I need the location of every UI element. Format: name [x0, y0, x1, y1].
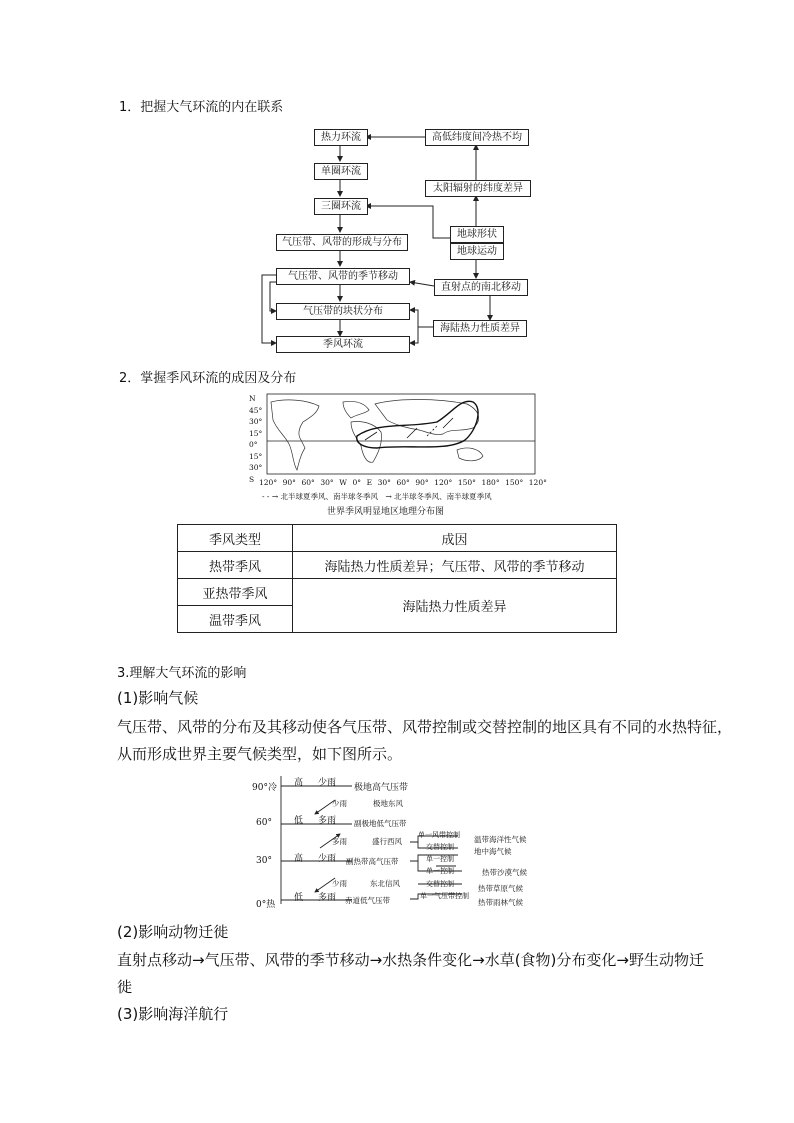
table-cell: 海陆热力性质差异	[293, 579, 617, 633]
sub-heading-climate: (1)影响气候	[117, 689, 199, 707]
node-high-low-latitude: 高低纬度间冷热不均	[425, 129, 529, 146]
section1-title: 1．把握大气环流的内在联系	[119, 100, 284, 115]
node-formation: 气压带、风带的形成与分布	[276, 234, 408, 251]
control-label: 单一气压带控制	[420, 892, 469, 900]
lat-label: 30°	[249, 463, 263, 472]
lat-label: 0°	[249, 440, 258, 449]
rain-much: 多雨	[318, 816, 337, 826]
lon-label: 60°	[396, 478, 410, 487]
lon-label: W	[339, 478, 347, 487]
lon-label: 60°	[301, 478, 315, 487]
polar-high: 极地高气压带	[354, 783, 409, 793]
pressure-low: 低	[294, 893, 304, 903]
lat-label: N	[249, 394, 256, 403]
node-earth-motion: 地球运动	[450, 243, 504, 260]
lon-label: 180°	[481, 478, 500, 487]
lon-label: 150°	[457, 478, 476, 487]
pressure-high: 高	[294, 854, 304, 864]
paragraph-line: 徙	[117, 978, 133, 996]
rain-much: 多雨	[332, 837, 347, 846]
lon-label: 30°	[377, 478, 391, 487]
climate-type: 地中海气候	[474, 847, 512, 856]
rain-much: 多雨	[318, 893, 337, 903]
lon-label: 90°	[282, 478, 296, 487]
lon-label: 90°	[415, 478, 429, 487]
table-header-cell: 成因	[293, 525, 617, 552]
table-header-cell: 季风类型	[178, 525, 293, 552]
paragraph-line: 气压带、风带的分布及其移动使各气压带、风带控制或交替控制的地区具有不同的水热特征，	[117, 718, 733, 736]
node-solar-radiation: 太阳辐射的纬度差异	[425, 180, 531, 197]
rain-little: 少雨	[332, 799, 347, 808]
section2-title: 2．掌握季风环流的成因及分布	[119, 371, 297, 386]
sub-heading-animal: (2)影响动物迁徙	[117, 923, 229, 941]
subpolar-low: 副极地低气压带	[354, 819, 407, 828]
climate-type: 热带沙漠气候	[482, 868, 527, 877]
lat-0: 0°热	[256, 900, 276, 910]
paragraph-line: 从而形成世界主要气候类型，如下图所示。	[117, 745, 403, 763]
ne-trade: 东北信风	[370, 879, 400, 888]
lon-label: 120°	[259, 478, 278, 487]
lon-label: 120°	[528, 478, 547, 487]
lon-label: 30°	[320, 478, 334, 487]
node-monsoon: 季风环流	[276, 336, 410, 353]
rain-little: 少雨	[332, 879, 347, 888]
climate-type: 热带雨林气候	[478, 898, 523, 907]
table-cell: 热带季风	[178, 552, 293, 579]
node-thermal-circulation: 热力环流	[314, 129, 368, 146]
equator-low: 赤道低气压带	[345, 896, 390, 905]
control-label: 交替控制	[426, 843, 454, 851]
lon-label: 150°	[505, 478, 524, 487]
pressure-low: 低	[294, 816, 304, 826]
dashed-arrow-icon: - - →	[262, 492, 279, 501]
paragraph-line: 直射点移动→气压带、风带的季节移动→水热条件变化→水草(食物)分布变化→野生动物迁	[117, 951, 704, 969]
node-direct-point: 直射点的南北移动	[434, 279, 528, 296]
lat-label: 15°	[249, 428, 263, 438]
control-label: 单一控制	[426, 855, 454, 863]
subtropical-high: 副热带高气压带	[346, 857, 399, 866]
lat-label: 30°	[249, 417, 263, 426]
lat-label: 45°	[249, 405, 263, 415]
section3-title: 3.理解大气环流的影响	[117, 666, 247, 681]
table-cell: 温带季风	[178, 606, 293, 633]
lon-label: 120°	[434, 478, 453, 487]
control-label: 单一控制	[426, 867, 454, 875]
node-three-cell: 三圈环流	[314, 198, 368, 215]
table-cell: 亚热带季风	[178, 579, 293, 606]
lat-label: S	[249, 474, 255, 484]
map-legend-text: 北半球夏季风、南半球冬季风 → 北半球冬季风、南半球夏季风	[280, 492, 492, 501]
rain-little: 少雨	[318, 854, 337, 864]
control-label: 交替控制	[426, 880, 454, 888]
rain-little: 少雨	[318, 778, 337, 788]
lon-label: E	[366, 478, 373, 487]
lat-30: 30°	[256, 856, 272, 866]
control-label: 单一风带控制	[418, 831, 460, 839]
table-cell: 海陆热力性质差异；气压带、风带的季节移动	[293, 552, 617, 579]
sub-heading-navigation: (3)影响海洋航行	[117, 1005, 229, 1023]
node-earth-shape: 地球形状	[450, 226, 504, 243]
node-single-cell: 单圈环流	[314, 163, 368, 180]
lat-label: 15°	[249, 451, 263, 461]
westerly: 盛行西风	[372, 837, 402, 846]
node-seasonal-shift: 气压带、风带的季节移动	[276, 268, 410, 285]
lat-90: 90°冷	[252, 783, 277, 793]
climate-type: 热带草原气候	[478, 884, 523, 893]
node-block-distribution: 气压带的块状分布	[276, 303, 410, 320]
pressure-high: 高	[294, 778, 304, 788]
climate-type: 温带海洋性气候	[474, 835, 527, 844]
node-land-sea: 海陆热力性质差异	[433, 320, 527, 337]
lon-label: 0°	[352, 478, 362, 487]
lat-60: 60°	[256, 818, 272, 828]
map-caption: 世界季风明显地区地理分布图	[327, 507, 445, 517]
polar-east: 极地东风	[373, 799, 403, 808]
